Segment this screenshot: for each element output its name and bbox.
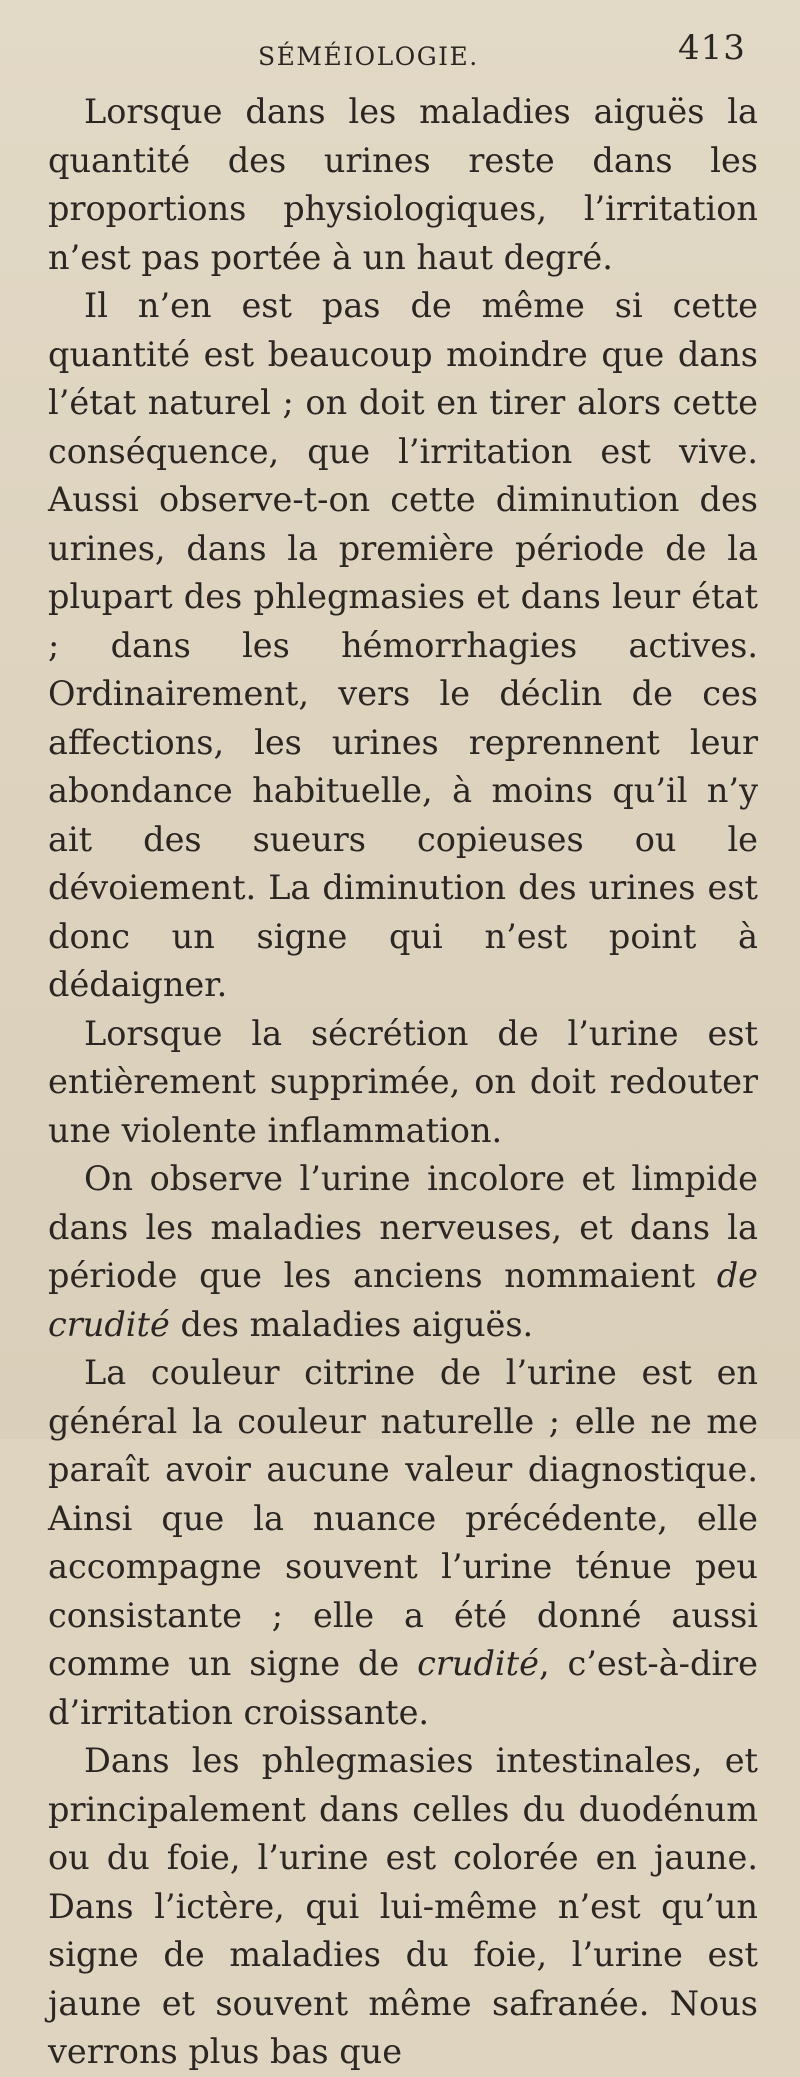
italic-text: de crudité	[48, 1256, 758, 1344]
body-text	[48, 88, 758, 2077]
paragraph	[48, 1349, 758, 1737]
text-span: Il n’en est pas de même si cette quantité est beaucoup moindre que dans l’état naturel ; on doit en tirer alors cette conséquence, que l’irritation est vive. Aussi observe-t-on cette diminution des urines, dans la première période de la plupart des phlegmasies et dans leur état ; dans les hémorrhagies actives. Ordinairement, vers le déclin de ces affections, les urines reprennent leur abondance habituelle, à moins qu’il n’y ait des sueurs copieuses ou le dévoiement. La diminution des urines est donc un signe qui n’est point à dédaigner.	[48, 286, 758, 1004]
text-span: Lorsque la sécrétion de l’urine est entièrement supprimée, on doit redouter une violente inflammation.	[48, 1013, 758, 1150]
paragraph	[48, 1010, 758, 1156]
text-span: des maladies aiguës.	[169, 1304, 534, 1344]
paragraph	[48, 282, 758, 1010]
text-span: Lorsque dans les maladies aiguës la quantité des urines reste dans les proportions physiologiques, l’irritation n’est pas portée à un haut degré.	[48, 92, 758, 277]
italic-text: crudité	[417, 1644, 539, 1683]
text-span: On observe l’urine incolore et limpide dans les maladies nerveuses, et dans la période que les anciens nommaient	[48, 1159, 758, 1295]
text-span: La couleur citrine de l’urine est en général la couleur naturelle ; elle ne me paraît avoir aucune valeur diagnostique. Ainsi que la nuance précédente, elle accompagne souvent l’urine ténue peu consistante ; elle a été donné aussi comme un signe de	[48, 1353, 758, 1683]
text-span: , c’est-à-dire d’irritation croissante.	[48, 1644, 758, 1732]
page-number: 413	[678, 28, 746, 68]
text-span: Dans les phlegmasies intestinales, et principalement dans celles du duodénum ou du foie, l’urine est colorée en jaune. Dans l’ictère, qui lui-même n’est qu’un signe de maladies du foie, l’urine est jaune et souvent même safranée. Nous verrons plus bas que	[48, 1741, 758, 2071]
running-title: SÉMÉIOLOGIE.	[258, 42, 479, 71]
paragraph	[48, 88, 758, 282]
paragraph	[48, 1155, 758, 1349]
page-header	[0, 18, 800, 78]
paragraph	[48, 1737, 758, 2077]
